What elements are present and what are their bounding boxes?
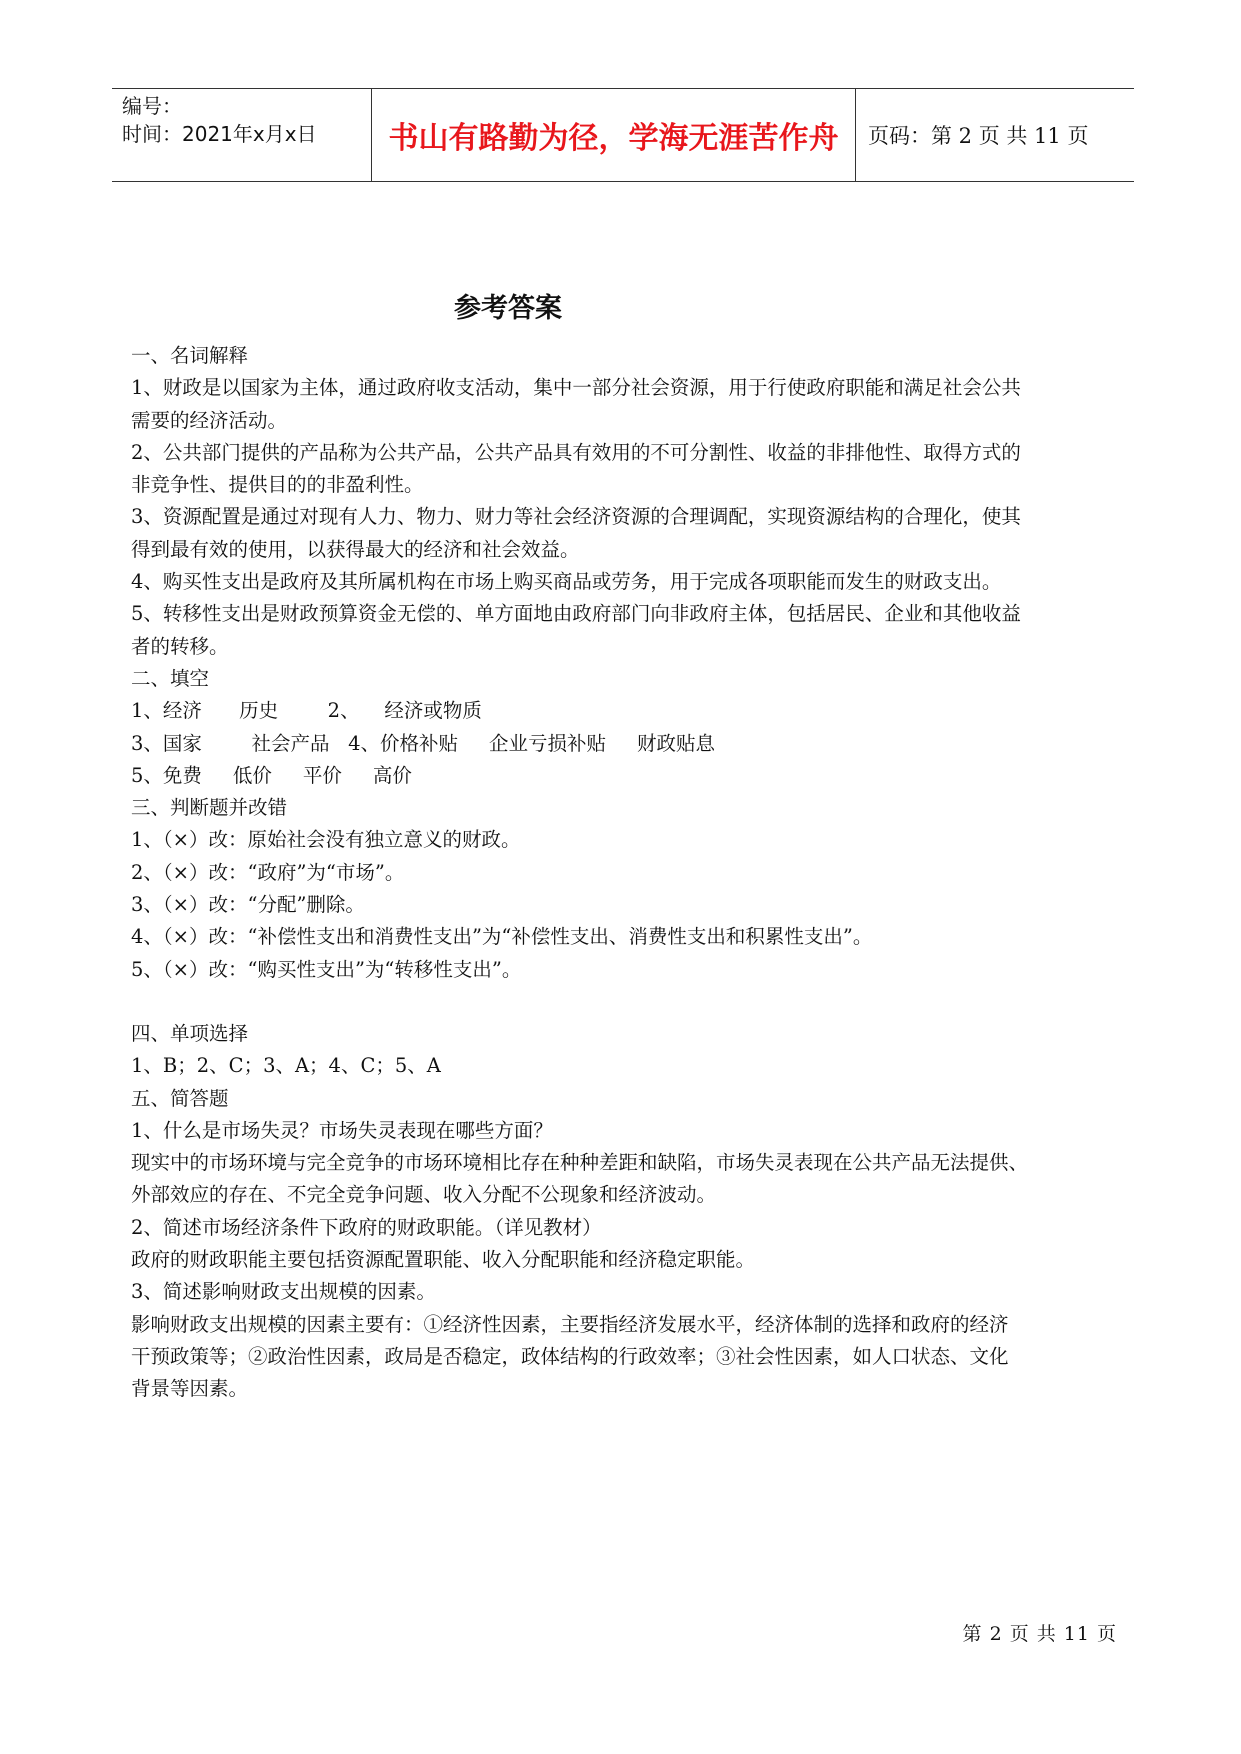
text-line: 1、（×）改：原始社会没有独立意义的财政。 — [131, 828, 521, 852]
text-line: 得到最有效的使用，以获得最大的经济和社会效益。 — [131, 537, 580, 561]
text-line: 背景等因素。 — [131, 1377, 249, 1401]
text-line: 外部效应的存在、不完全竞争问题、收入分配不公现象和经济波动。 — [131, 1183, 717, 1207]
header-page-info: 页码：第 2 页 共 11 页 — [868, 124, 1089, 148]
date-line: 时间：2021年x月x日 — [122, 122, 317, 146]
text-line: 三、判断题并改错 — [131, 796, 288, 820]
text-line: 5、免费 低价 平价 高价 — [131, 763, 412, 787]
header-motto: 书山有路勤为径，学海无涯苦作舟 — [372, 89, 856, 181]
text-line: 现实中的市场环境与完全竞争的市场环境相比存在种种差距和缺陷，市场失灵表现在公共产品无法提供、 — [131, 1151, 1029, 1175]
text-line: 5、转移性支出是财政预算资金无偿的、单方面地由政府部门向非政府主体，包括居民、企业和其他收益 — [131, 602, 1021, 626]
text-line: 1、财政是以国家为主体，通过政府收支活动，集中一部分社会资源，用于行使政府职能和满足社会公共 — [131, 376, 1021, 400]
document-body — [131, 340, 1131, 1406]
page-title: 参考答案 — [454, 293, 562, 324]
text-line: 3、简述影响财政支出规模的因素。 — [131, 1280, 436, 1304]
text-line: 2、简述市场经济条件下政府的财政职能。（详见教材） — [131, 1215, 602, 1239]
text-line: 1、经济 历史 2、 经济或物质 — [131, 699, 482, 723]
text-line: 3、资源配置是通过对现有人力、物力、财力等社会经济资源的合理调配，实现资源结构的合理化，使其 — [131, 505, 1021, 529]
text-line: 3、（×）改：“分配”删除。 — [131, 893, 365, 917]
text-line: 二、填空 — [131, 666, 210, 690]
text-line: 四、单项选择 — [131, 1021, 249, 1045]
text-line: 3、国家 社会产品 4、价格补贴 企业亏损补贴 财政贴息 — [131, 731, 715, 755]
serial-label: 编号： — [122, 94, 182, 118]
page-header — [112, 88, 1134, 182]
text-line: 2、公共部门提供的产品称为公共产品，公共产品具有效用的不可分割性、收益的非排他性、取得方式的 — [131, 440, 1021, 464]
text-line: 干预政策等；②政治性因素，政局是否稳定，政体结构的行政效率；③社会性因素，如人口状态、文化 — [131, 1344, 1009, 1368]
text-line: 5、（×）改：“购买性支出”为“转移性支出”。 — [131, 957, 522, 981]
text-line: 2、（×）改：“政府”为“市场”。 — [131, 860, 405, 884]
text-line: 1、什么是市场失灵？市场失灵表现在哪些方面？ — [131, 1118, 553, 1142]
text-line: 影响财政支出规模的因素主要有：①经济性因素，主要指经济发展水平，经济体制的选择和政府的经济 — [131, 1312, 1009, 1336]
blank-line — [131, 986, 1131, 1018]
text-line: 者的转移。 — [131, 634, 229, 658]
text-line: 4、（×）改：“补偿性支出和消费性支出”为“补偿性支出、消费性支出和积累性支出”。 — [131, 925, 873, 949]
text-line: 非竞争性、提供目的的非盈利性。 — [131, 473, 424, 497]
text-line: 需要的经济活动。 — [131, 408, 288, 432]
text-line: 五、简答题 — [131, 1086, 229, 1110]
header-meta — [112, 89, 372, 181]
text-line: 政府的财政职能主要包括资源配置职能、收入分配职能和经济稳定职能。 — [131, 1248, 756, 1272]
text-line: 1、B；2、C；3、A；4、C；5、A — [131, 1054, 441, 1078]
text-line: 一、名词解释 — [131, 344, 249, 367]
text-line: 4、购买性支出是政府及其所属机构在市场上购买商品或劳务，用于完成各项职能而发生的财政支出。 — [131, 570, 1002, 594]
page-footer: 第 2 页 共 11 页 — [962, 1623, 1117, 1645]
